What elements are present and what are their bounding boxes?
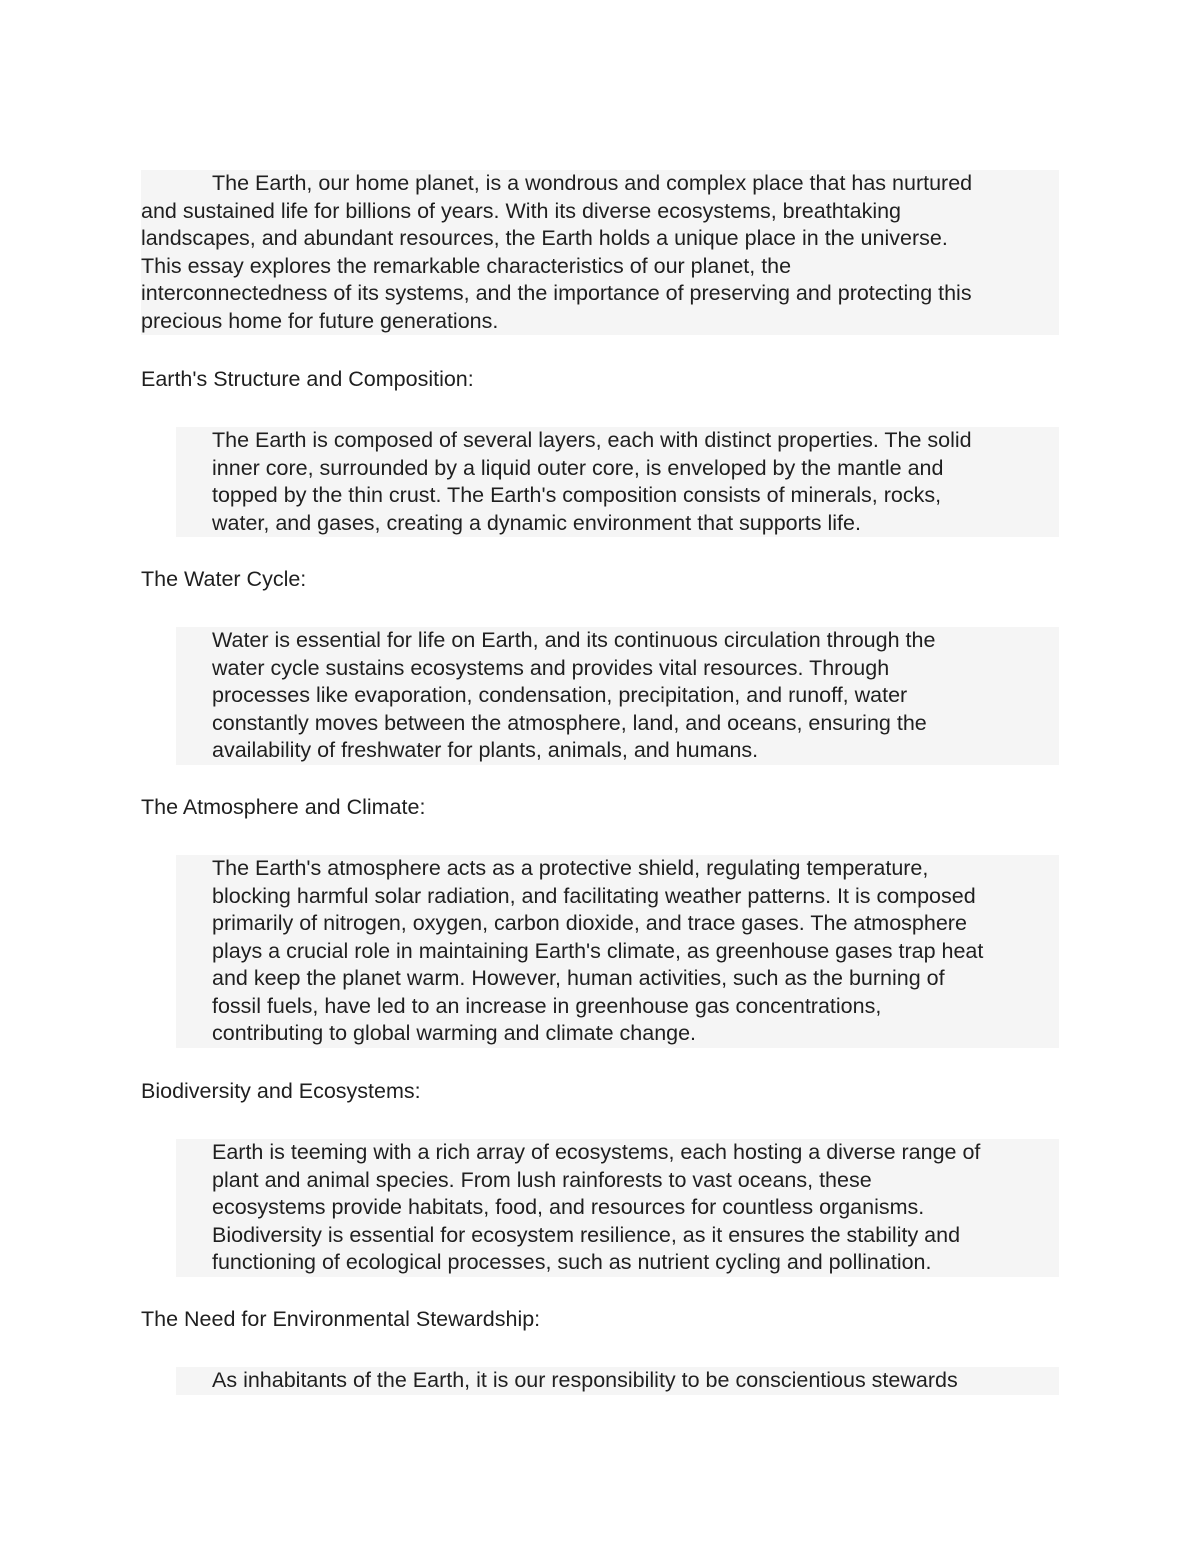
paragraph-line: plays a crucial role in maintaining Earth's climate, as greenhouse gases trap heat	[212, 938, 984, 963]
section-heading-biodiversity: Biodiversity and Ecosystems:	[141, 1079, 421, 1103]
paragraph-line: availability of freshwater for plants, animals, and humans.	[212, 738, 759, 762]
intro-line: landscapes, and abundant resources, the Earth holds a unique place in the universe.	[141, 226, 948, 250]
section-paragraph-structure	[176, 427, 1059, 537]
paragraph-line: functioning of ecological processes, such as nutrient cycling and pollination.	[212, 1250, 932, 1274]
section-paragraph-atmosphere	[176, 855, 1059, 1048]
paragraph-line: The Earth's atmosphere acts as a protective shield, regulating temperature,	[212, 856, 929, 880]
section-heading-water-cycle: The Water Cycle:	[141, 567, 307, 591]
intro-paragraph	[141, 170, 1059, 335]
paragraph-line: water cycle sustains ecosystems and provides vital resources. Through	[212, 655, 890, 680]
paragraph-line: fossil fuels, have led to an increase in greenhouse gas concentrations,	[212, 993, 882, 1018]
section-heading-stewardship: The Need for Environmental Stewardship:	[141, 1307, 541, 1331]
paragraph-line: Biodiversity is essential for ecosystem resilience, as it ensures the stability and	[212, 1222, 961, 1247]
paragraph-line: processes like evaporation, condensation, precipitation, and runoff, water	[212, 683, 908, 707]
section-paragraph-biodiversity	[176, 1139, 1059, 1277]
section-paragraph-stewardship	[176, 1367, 1059, 1395]
paragraph-line: blocking harmful solar radiation, and facilitating weather patterns. It is composed	[212, 883, 976, 908]
paragraph-line: plant and animal species. From lush rainforests to vast oceans, these	[212, 1167, 872, 1192]
paragraph-line: ecosystems provide habitats, food, and resources for countless organisms.	[212, 1195, 925, 1219]
section-paragraph-water-cycle	[176, 627, 1059, 765]
intro-line: interconnectedness of its systems, and the importance of preserving and protecting this	[141, 281, 972, 305]
paragraph-line: Earth is teeming with a rich array of ecosystems, each hosting a diverse range of	[212, 1140, 981, 1164]
paragraph-line: topped by the thin crust. The Earth's composition consists of minerals, rocks,	[212, 483, 942, 507]
paragraph-line: Water is essential for life on Earth, and its continuous circulation through the	[212, 628, 936, 652]
intro-line: The Earth, our home planet, is a wondrous and complex place that has nurtured	[212, 171, 973, 195]
paragraph-line: inner core, surrounded by a liquid outer core, is enveloped by the mantle and	[212, 455, 944, 480]
paragraph-line: and keep the planet warm. However, human activities, such as the burning of	[212, 966, 945, 990]
intro-line: This essay explores the remarkable characteristics of our planet, the	[141, 253, 792, 278]
section-heading-structure: Earth's Structure and Composition:	[141, 367, 474, 391]
paragraph-line: primarily of nitrogen, oxygen, carbon dioxide, and trace gases. The atmosphere	[212, 911, 967, 935]
paragraph-line: As inhabitants of the Earth, it is our responsibility to be conscientious stewards	[212, 1368, 958, 1392]
intro-line: and sustained life for billions of years. With its diverse ecosystems, breathtaking	[141, 198, 902, 223]
paragraph-line: water, and gases, creating a dynamic environment that supports life.	[212, 510, 861, 535]
paragraph-line: constantly moves between the atmosphere, land, and oceans, ensuring the	[212, 710, 927, 735]
intro-line: precious home for future generations.	[141, 308, 499, 333]
paragraph-line: The Earth is composed of several layers, each with distinct properties. The solid	[212, 428, 972, 452]
section-heading-atmosphere: The Atmosphere and Climate:	[141, 795, 426, 819]
paragraph-line: contributing to global warming and climate change.	[212, 1021, 697, 1045]
